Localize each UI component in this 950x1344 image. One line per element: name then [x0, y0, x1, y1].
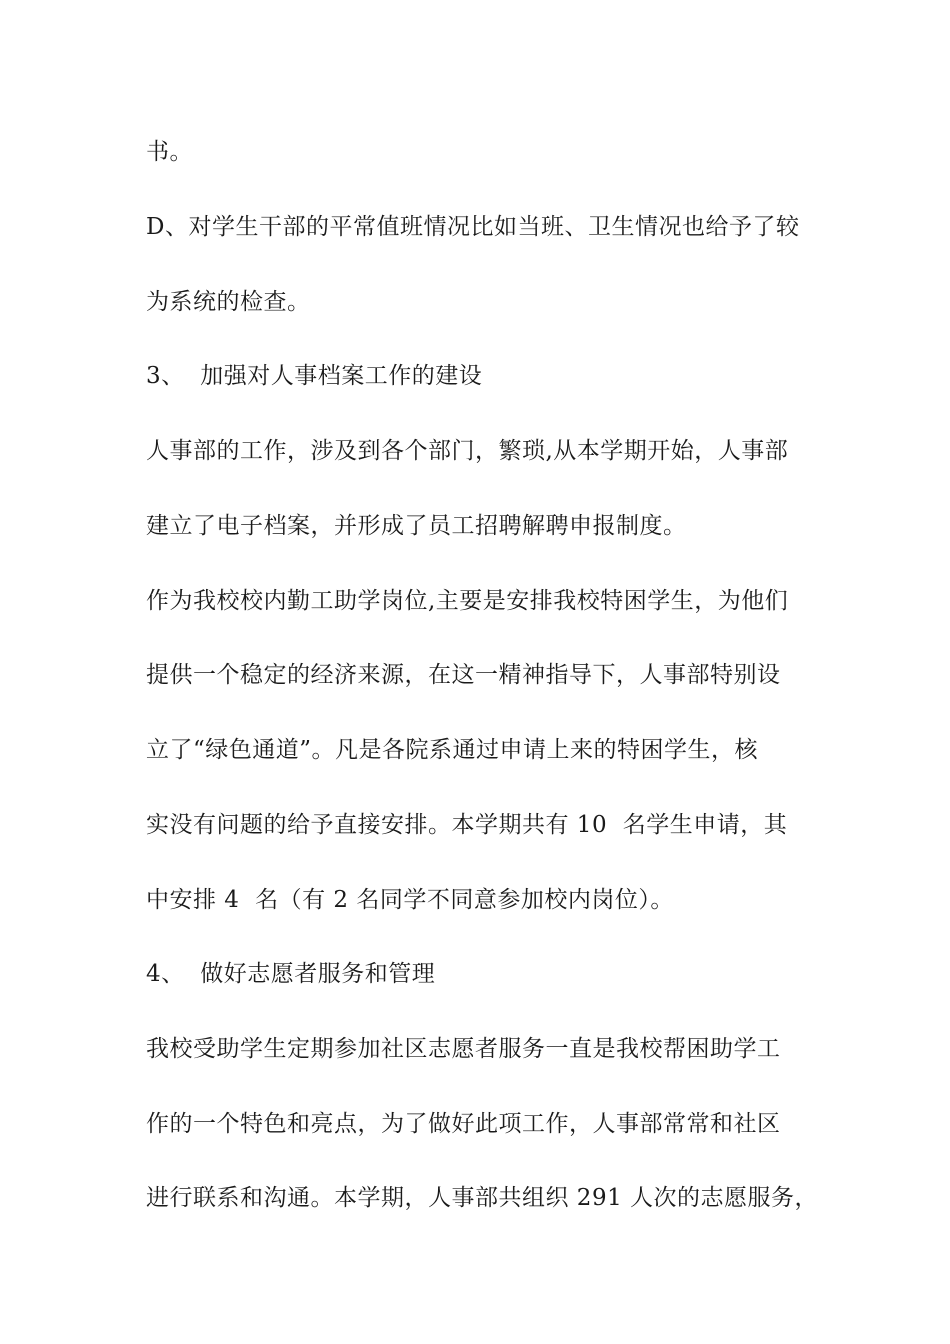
section-heading: 3、 加强对人事档案工作的建设: [146, 363, 483, 389]
text-line: 进行联系和沟通。本学期，人事部共组织 291 人次的志愿服务，: [146, 1185, 819, 1211]
section-heading: 4、 做好志愿者服务和管理: [146, 961, 436, 987]
text-line: 我校受助学生定期参加社区志愿者服务一直是我校帮困助学工: [146, 1036, 781, 1062]
text-line: 为系统的检查。: [146, 289, 311, 315]
text-line: 建立了电子档案，并形成了员工招聘解聘申报制度。: [146, 513, 687, 539]
text-line: 中安排 4 名（有 2 名同学不同意参加校内岗位）。: [146, 887, 674, 913]
text-line: 提供一个稳定的经济来源，在这一精神指导下，人事部特别设: [146, 662, 781, 688]
text-line: 作为我校校内勤工助学岗位,主要是安排我校特困学生，为他们: [146, 588, 789, 614]
text-line: 实没有问题的给予直接安排。本学期共有 10 名学生申请，其: [146, 812, 788, 838]
text-line: 立了“绿色通道”。凡是各院系通过申请上来的特困学生，核: [146, 737, 759, 763]
text-line: D、对学生干部的平常值班情况比如当班、卫生情况也给予了较: [146, 214, 800, 240]
text-line: 书。: [146, 139, 193, 165]
text-line: 人事部的工作，涉及到各个部门，繁琐,从本学期开始，人事部: [146, 438, 789, 464]
text-line: 作的一个特色和亮点，为了做好此项工作，人事部常常和社区: [146, 1111, 781, 1137]
